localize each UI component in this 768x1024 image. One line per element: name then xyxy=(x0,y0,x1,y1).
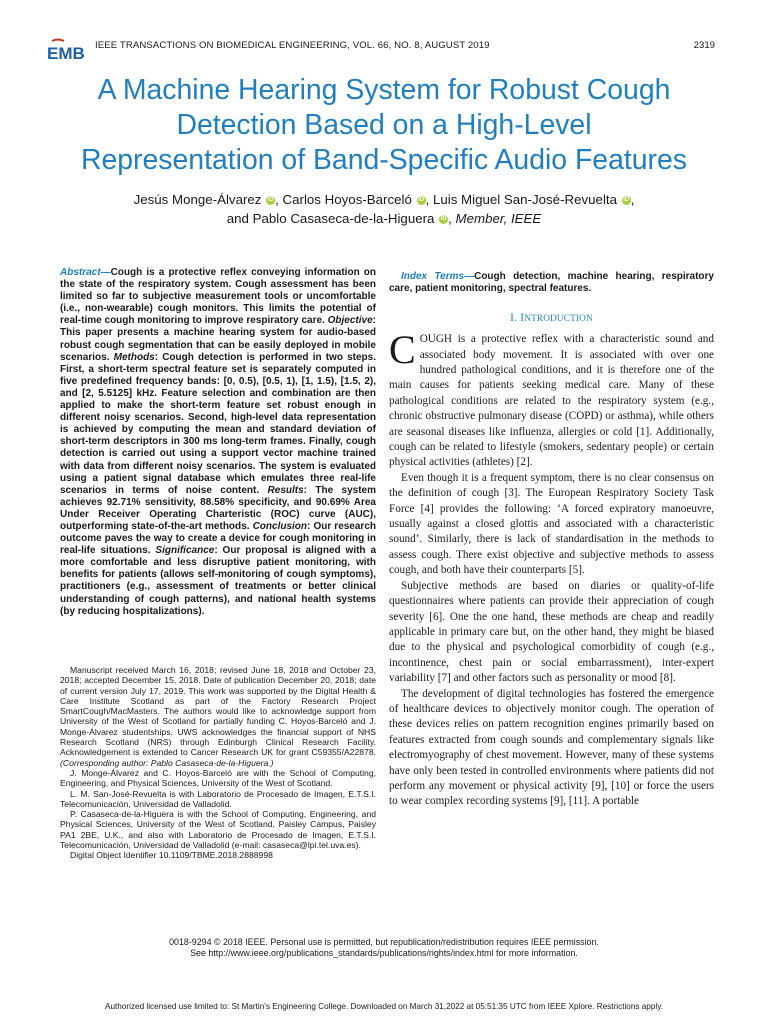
copyright-line-1: 0018-9294 © 2018 IEEE. Personal use is permitted, but republication/redistribution requires IEEE permission. xyxy=(169,937,599,947)
author-2: , Carlos Hoyos-Barceló xyxy=(275,192,412,207)
author-3-tail: , xyxy=(630,192,635,207)
author-1: Jesús Monge-Álvarez xyxy=(133,192,262,207)
footnote-affiliation-3: P. Casaseca-de-la-Higuera is with the School of Computing, Engineering, and Physical Sciences, University of the West of Scotland, Paisley Campus, Paisley PA1 2BE, U.K., and also with Laboratorio de Procesado de Imagen, E.T.S.I. Telecomunicación, Universidad de Valladolid (e-mail: casaseca@lpi.tel.uva.es). xyxy=(60,809,376,851)
copyright-line-2: See http://www.ieee.org/publications_standards/publications/rights/index.html for more information. xyxy=(190,948,578,959)
intro-paragraph-2: Even though it is a frequent symptom, there is no clear consensus on the definition of cough [3]. The European Respiratory Society Task Force [4] provides the following: ‘A forced expiratory manoeuvre, usually against a closed glottis and associated with a characteristic sound’. Similarly, there is lack of standardisation in the methods to assess cough. There exist objective and subjective methods to assess cough, and both have their counterparts [5]. xyxy=(389,471,714,577)
right-column xyxy=(389,267,714,810)
author-3: , Luis Miguel San-José-Revuelta xyxy=(425,192,617,207)
abstract-objective-label: Objective xyxy=(327,315,373,327)
abstract-text-1: Cough is a protective reflex conveying information on the state of the respiratory system. Cough assessment has been limited so far to subjective measurement tools or uncomfortable (i.e., non-wearable) cough monitors. This limits the potential of real-time cough monitoring to improve respiratory care. xyxy=(60,267,376,327)
abstract-label: Abstract xyxy=(60,267,101,278)
title-line-1: A Machine Hearing System for Robust Cough xyxy=(97,74,671,106)
author-4-membership: Member, IEEE xyxy=(455,211,542,226)
journal-line: IEEE TRANSACTIONS ON BIOMEDICAL ENGINEERING, VOL. 66, NO. 8, AUGUST 2019 xyxy=(95,40,490,51)
author-line-1 xyxy=(40,190,728,209)
abstract-text-6: : Our proposal is aligned with a more comfortable and less disruptive patient monitoring, with benefits for patients (allows self-monitoring of cough symptoms), practitioners (e.g., assessment of treatments or better clinical understanding of cough patterns), and national health systems (by reducing hospitalizations). xyxy=(60,545,377,617)
intro-paragraph-4: The development of digital technologies has fostered the emergence of healthcare devices to objectively monitor cough. The operation of these devices relies on pattern recognition engines primarily based on features extracted from cough sounds and complementary signals like electromyography of chest movement. However, many of these systems have only been tested in controlled environments where patients did not perform any movement or physical activity [9], [10] or force the users to wear complex recording systems [9], [11]. A portable xyxy=(389,687,714,808)
footnote-manuscript xyxy=(60,665,376,768)
orcid-icon[interactable]: iD xyxy=(267,197,274,203)
index-terms xyxy=(389,271,714,295)
section-numeral: I. xyxy=(510,312,521,325)
orcid-icon[interactable]: iD xyxy=(418,197,425,203)
orcid-icon[interactable]: iD xyxy=(440,216,447,222)
intro-paragraph-1 xyxy=(389,327,714,471)
footnote-doi: Digital Object Identifier 10.1109/TBME.2018.2888998 xyxy=(70,850,273,861)
section-title-initial: I xyxy=(520,312,525,325)
abstract-conclusion-label: Conclusion xyxy=(252,520,308,532)
emb-logo xyxy=(46,37,86,65)
abstract-significance-label: Significance xyxy=(155,545,215,557)
index-terms-text: Cough detection, machine hearing, respiratory care, patient monitoring, spectral features. xyxy=(389,271,714,295)
footnote-corresponding-author: (Corresponding author: Pablo Casaseca-de-la-Higuera.) xyxy=(60,757,274,768)
abstract-methods-label: Methods xyxy=(113,351,155,363)
author-list xyxy=(40,190,728,228)
emb-logo-text: EMB xyxy=(47,44,85,63)
footnote-affiliation-2: L. M. San-José-Revuelta is with Laboratorio de Procesado de Imagen, E.T.S.I. Telecomunicación, Universidad de Valladolid. xyxy=(60,788,376,809)
abstract-text-5: : Our research outcome paves the way to create a device for cough monitoring in real-life situations. xyxy=(60,520,376,557)
footnote-affiliation-1: J. Monge-Álvarez and C. Hoyos-Barceló are with the School of Computing, Engineering, and Physical Sciences, University of the West of Scotland. xyxy=(60,767,376,789)
title-line-2: Detection Based on a High-Level xyxy=(176,109,592,141)
author-4: and Pablo Casaseca-de-la-Higuera xyxy=(226,211,435,226)
license-notice: Authorized licensed use limited to: St Martin's Engineering College. Downloaded on March 31,2022 at 05:51:35 UTC from IEEE Xplore. Restrictions apply. xyxy=(105,1002,663,1011)
index-terms-label: Index Terms xyxy=(401,271,465,282)
index-terms-dash: — xyxy=(464,271,475,282)
abstract-text-3: : Cough detection is performed in two steps. First, a short-term spectral feature set is separately computed in five predefined frequency bands: [0, 0.5), [0.5, 1), [1, 1.5), [1.5, 2), and [2, 5.5125] kHz. Feature selection and combination are then applied to make the short-term feature set robust enough in different noisy scenarios. Second, high-level data representation is achieved by computing the mean and standard deviation of short-term descriptors in 300 ms long-term frames. Finally, cough detection is carried out using a support vector machine trained with data from different noisy scenarios. The system is evaluated using a patient signal database which emulates three real-life scenarios in terms of noise content. xyxy=(60,351,376,496)
abstract-text-2: : This paper presents a machine hearing system for audio-based robust cough segmentation that can be easily deployed in mobile scenarios. xyxy=(60,315,376,363)
abstract-text-4: : The system achieves 92.71% sensitivity, 88.58% specificity, and 90.69% Area Under Receiver Operating Charteristic (ROC) curve (AUC), outperforming state-of-the-art methods. xyxy=(60,484,376,532)
title-line-3: Representation of Band-Specific Audio Features xyxy=(80,144,688,176)
footnote-manuscript-text: Manuscript received March 16, 2018; revised June 18, 2018 and October 23, 2018; accepted December 15, 2018. Date of publication December 20, 2018; date of current version July 17, 2019. This work was supported by the Digital Health & Care Institute Scotland as part of the Factory Research Project SmartCough/MacMasters. The authors would like to acknowledge support from University of the West of Scotland for partially funding C. Hoyos-Barceló and J. Monge-Álvarez studentships. UWS acknowledges the financial support of NHS Research Scotland (NRS) through Edinburgh Clinical Research Facility. Acknowledgement is extended to Cancer Research UK for grant C59355/A22878. xyxy=(60,665,376,758)
section-heading xyxy=(389,312,714,324)
section-title-rest: NTRODUCTION xyxy=(524,313,593,324)
intro-paragraph-1-text: OUGH is a protective reflex with a characteristic sound and associated body movement. It is associated with over one hundred pathological conditions, and it is therefore one of the main causes for patients seeking medical care. Many of these pathological conditions are related to the respiratory system (e.g., chronic obstructive pulmonary disease (COPD) or asthma), while others are seasonal diseases like influenza, allergies or cold [1]. Additionally, cough can be related to lifestyle (smokers, sedentary people) or certain physical activities (athletes) [2]. xyxy=(389,333,714,469)
page-number: 2319 xyxy=(693,40,715,51)
drop-cap: C xyxy=(389,327,416,373)
paper-title xyxy=(40,73,728,178)
abstract-results-label: Results xyxy=(267,484,304,496)
author-4-tail: , xyxy=(448,211,456,226)
author-line-2 xyxy=(40,209,728,228)
orcid-icon[interactable]: iD xyxy=(623,197,630,203)
copyright-notice xyxy=(40,937,728,959)
abstract-dash: — xyxy=(100,267,111,278)
intro-paragraph-3: Subjective methods are based on diaries or quality-of-life questionnaires where patients can provide their appreciation of cough severity [6]. One the one hand, these methods are cheap and readily applicable in primary care but, on the other hand, they might be biased due to the physical and psychological comorbidity of cough (e.g., incontinence, chest pain or social embarrassment), inter-expert variability [7] and other factors such as personality or mood [8]. xyxy=(389,579,714,685)
footnote xyxy=(60,665,376,861)
abstract xyxy=(60,267,376,618)
